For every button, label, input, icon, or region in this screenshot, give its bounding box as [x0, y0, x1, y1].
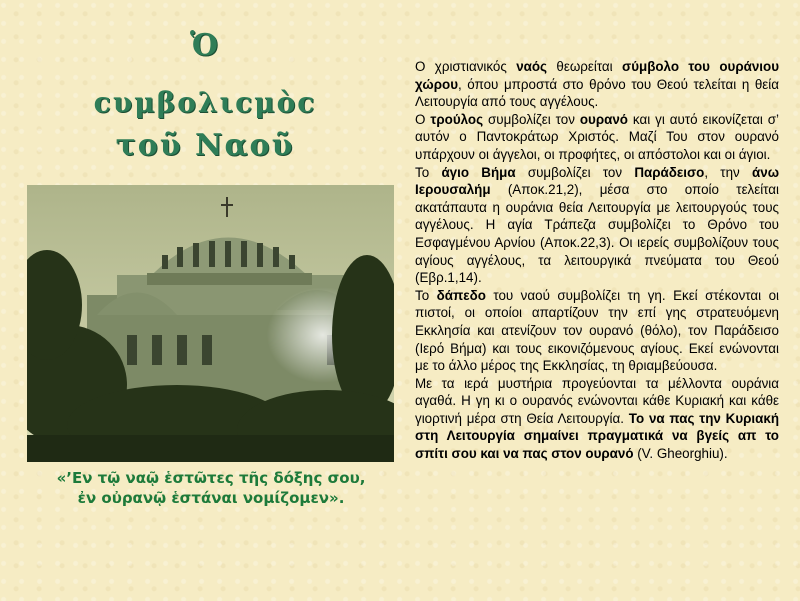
paragraph-nave: [415, 58, 779, 111]
paragraph-floor: [415, 287, 779, 375]
emphasis-text: άνω Ιερουσαλήμ: [415, 164, 780, 198]
title-line-3: τοῦ Ναοῦ: [115, 128, 295, 163]
quote-line-2: ἐν οὐρανῷ ἑστάναι νομίζομεν».: [77, 489, 345, 507]
body-text-run: συμβολίζει τον: [483, 111, 580, 127]
emphasis-text: ναός: [516, 59, 548, 74]
paragraph-sacraments: [415, 375, 779, 463]
emphasis-text: τρούλος: [430, 111, 484, 127]
church-illustration: [27, 185, 394, 462]
body-text-run: Ο χριστιανικός: [415, 59, 517, 74]
title-line-2: ϲυμβολιϲμὸϲ: [93, 86, 317, 119]
emphasis-text: Το να πας την Κυριακή στη Λειτουργία σημαίνει πραγματικά να βγείς απ το σπίτι σου και να πας στον ουρανό: [415, 410, 779, 462]
emphasis-text: άγιο Βήμα: [441, 164, 516, 180]
body-text-run: (V. Gheorghiu).: [633, 446, 728, 462]
body-text-run: θεωρείται: [547, 59, 623, 74]
quote-line-1: «’Εν τῷ ναῷ ἑστῶτες τῆς δόξης σου,: [56, 469, 366, 487]
body-text-run: Με τα ιερά μυστήρια προγεύονται τα μέλλοντα ουράνια αγαθά. Η γη κι ο ουρανός ενώνονται κάθε Κυριακή και κάθε γιορτινή μέρα στη Θεία Λειτουργία.: [415, 375, 779, 426]
scripture-quote: [28, 468, 394, 508]
body-text-run: , όπου μπροστά στο θρόνο του Θεού τελείται η θεία Λειτουργία από τους αγγέλους.: [415, 76, 779, 110]
body-text-run: Το: [415, 287, 437, 303]
body-text: [415, 58, 779, 463]
body-text-run: Το: [415, 164, 442, 180]
body-text-run: και γι αυτό εικονίζεται σ’ αυτόν ο Παντοκράτωρ Χριστός. Μαζί Του στον ουρανό υπάρχουν οι άγγελοι, οι προφήτες, οι απόστολοι και οι άγιοι.: [415, 111, 779, 162]
body-text-run: του ναού συμβολίζει τη γη. Εκεί στέκονται οι πιστοί, οι οποίοι απαρτίζουν την επί γης στρατευόμενη Εκκλησία και ατενίζουν τον ουρανό (θόλο), τον Παράδεισο (Ιερό Βήμα) και τους εικονιζόμενους αγίους. Εκεί ενώνονται με το άλλο μέρος της Εκκλησίας, τη θριαμβεύουσα.: [415, 287, 779, 374]
body-text-run: Ο: [415, 111, 431, 127]
emphasis-text: σύμβολο του ουράνιου χώρου: [415, 59, 779, 92]
emphasis-text: δάπεδο: [436, 287, 486, 303]
body-text-run: συμβολίζει τον: [515, 164, 635, 180]
emphasis-text: ουρανό: [579, 111, 628, 127]
body-text-run: , την: [704, 164, 753, 180]
body-text-run: (Αποκ.21,2), μέσα στο οποίο τελείται ακατάπαυτα η ουράνια θεία Λειτουργία με λειτουργούς τους αγγέλους. Η αγία Τράπεζα συμβολίζει το Θρόνο του Εσφαγμένου Αρνίου (Αποκ.22,3). Οι ιερείς συμβολίζουν τους αγίους αγγέλους, τα λειτουργικά πνεύματα του Θεού (Εβρ.1,14).: [415, 182, 779, 286]
paragraph-dome: [415, 111, 779, 164]
emphasis-text: Παράδεισο: [634, 164, 705, 180]
church-photo: [27, 185, 394, 462]
title-line-1: Ὁ: [189, 28, 221, 63]
paragraph-sanctuary: [415, 164, 779, 287]
